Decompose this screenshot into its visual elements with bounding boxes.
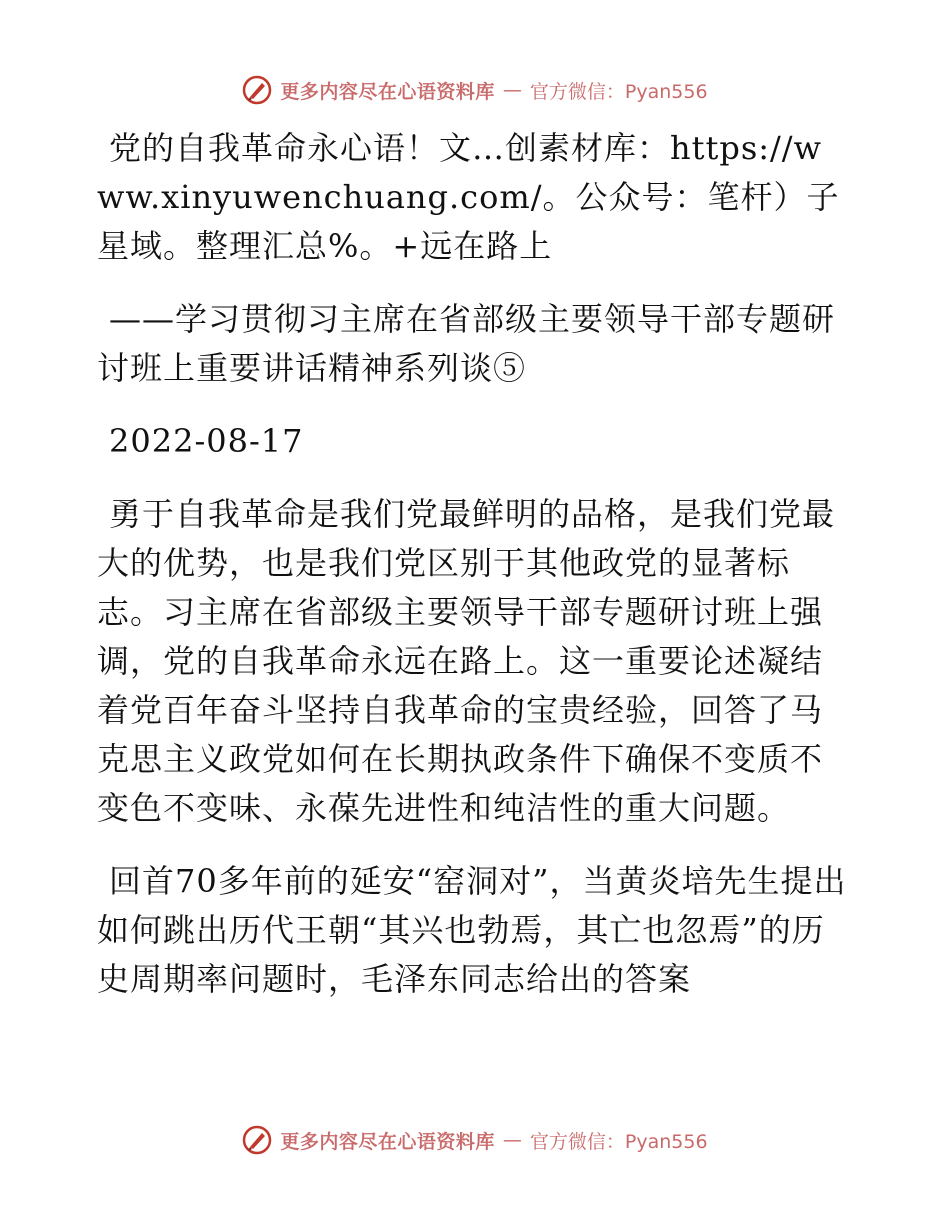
pen-logo-icon (242, 1125, 272, 1155)
document-subtitle: ——学习贯彻习主席在省部级主要领导干部专题研讨班上重要讲话精神系列谈⑤ (97, 300, 836, 387)
pen-logo-icon (242, 75, 272, 105)
watermark-footer (0, 1120, 950, 1160)
watermark-contact: 官方微信：Pyan556 (529, 1130, 708, 1153)
paragraph: 勇于自我革命是我们党最鲜明的品格，是我们党最大的优势，也是我们党区别于其他政党的显著标志。习主席在省部级主要领导干部专题研讨班上强调，党的自我革命永远在路上。这一重要论述凝结着党百年奋斗坚持自我革命的宝贵经验，回答了马克思主义政党如何在长期执政条件下确保不变质不变色不变味、永葆先进性和纯洁性的重大问题。 (97, 495, 836, 827)
watermark-header (0, 70, 950, 110)
paragraph: 回首70多年前的延安“窑洞对”，当黄炎培先生提出如何跳出历代王朝“其兴也勃焉，其亡也忽焉”的历史周期率问题时，毛泽东同志给出的答案 (97, 862, 847, 998)
document-title-line: 党的自我革命永心语！文…创素材库：https://www.xinyuwenchuang.com/。公众号：笔杆）子星域。整理汇总%。+远在路上 (97, 129, 840, 265)
watermark-contact: 官方微信：Pyan556 (529, 80, 708, 103)
document-body (97, 124, 849, 1004)
watermark-site-text: 更多内容尽在心语资料库 (280, 80, 495, 103)
watermark-site-text: 更多内容尽在心语资料库 (280, 1130, 495, 1153)
watermark-dash: — (502, 1129, 522, 1151)
document-date: 2022-08-17 (109, 422, 304, 460)
watermark-dash: — (502, 79, 522, 101)
